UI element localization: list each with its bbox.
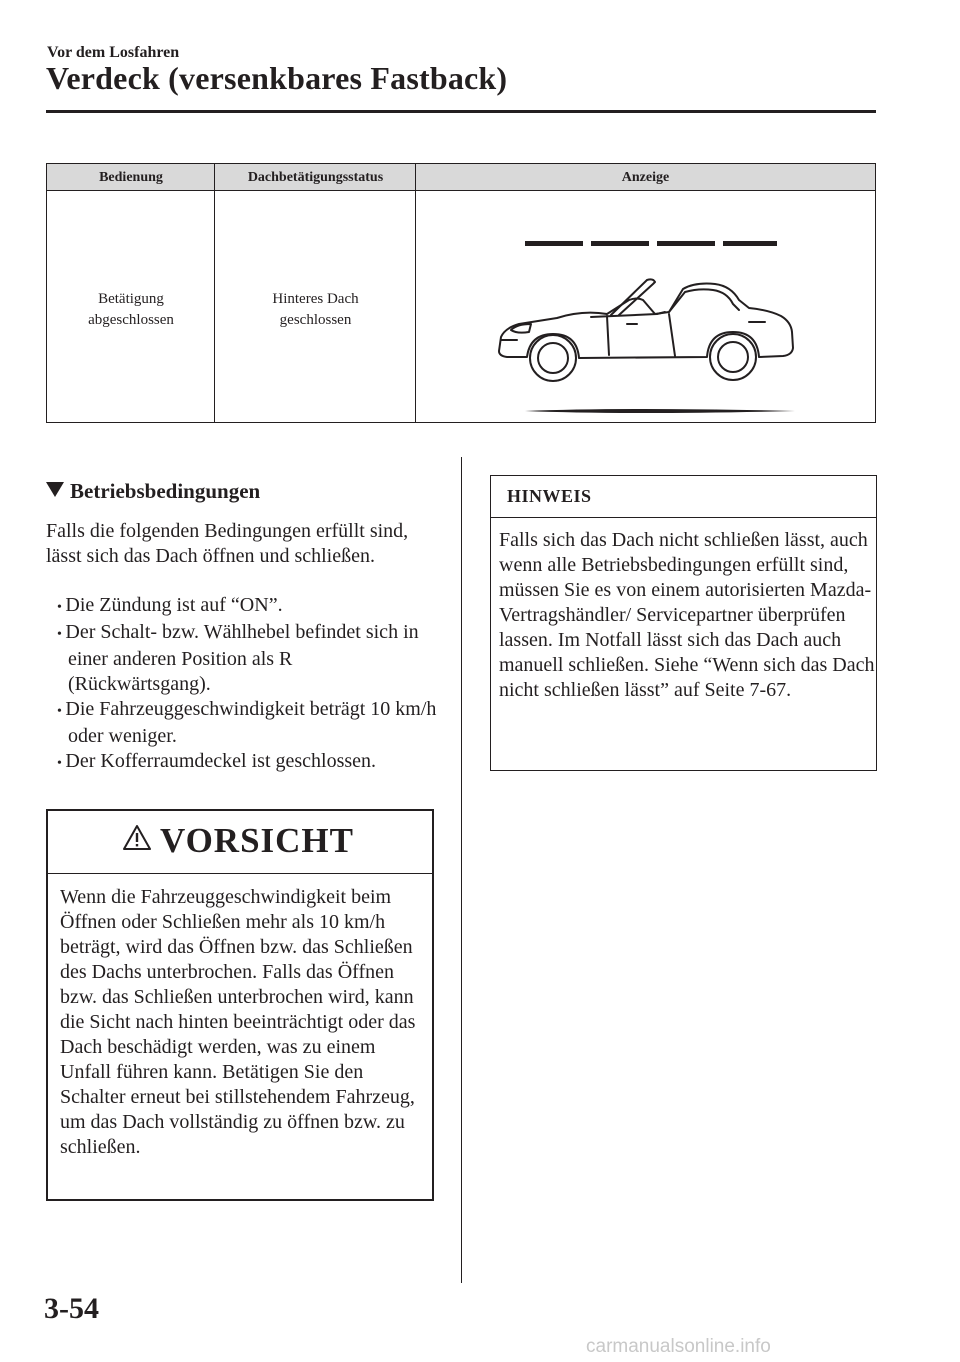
warning-triangle-icon [122,824,152,851]
table-cell-status [215,289,416,331]
note-title: HINWEIS [507,486,592,506]
condition-list [57,593,437,776]
section-label: Vor dem Losfahren [47,44,180,61]
list-item-text: Die Zündung ist auf “ON”. [65,594,283,616]
caution-box [46,809,434,1201]
caution-title: VORSICHT [160,821,355,860]
car-roof-closed-icon [487,224,807,424]
cell-line: geschlossen [279,312,352,328]
status-bars [525,241,777,246]
cell-line: Hinteres Dach [272,291,359,307]
list-item: • Der Schalt- bzw. Wählhebel befindet sich in einer anderen Position als R (Rückwärtsgang). [57,621,419,695]
table-header-bedienung: Bedienung [47,164,215,191]
list-item-text: Der Kofferraumdeckel ist geschlossen. [65,750,377,772]
table-header-anzeige: Anzeige [416,164,875,191]
triangle-bullet-icon [46,482,64,497]
list-item: • Die Fahrzeuggeschwindigkeit beträgt 10 km/h oder weniger. [57,698,437,747]
car-outline [499,279,793,381]
ground-shadow [525,409,795,413]
list-item: • Der Kofferraumdeckel ist geschlossen. [57,750,377,772]
cell-line: Betätigung [98,291,164,307]
page-number: 3-54 [44,1292,99,1325]
table-header-status: Dachbetätigungsstatus [215,164,416,191]
title-rule [46,110,876,113]
intro-paragraph: Falls die folgenden Bedingungen erfüllt sind, lässt sich das Dach öffnen und schließen. [46,520,409,567]
page-title: Verdeck (versenkbares Fastback) [46,60,508,96]
note-text: Falls sich das Dach nicht schließen lässt, auch wenn alle Betriebsbedingungen erfüllt sind, müssen Sie es von einem autorisierten Mazda-Vertragshändler/ Servicepartner überprüfen lassen. Im Notfall lässt sich das Dach auch manuell schließen. Siehe “Wenn sich das Dach nicht schließen lässt” auf Seite 7-67. [499,529,875,701]
column-divider [461,457,462,1283]
cell-line: abgeschlossen [88,312,174,328]
list-item-text: Die Fahrzeuggeschwindigkeit beträgt 10 km/h oder weniger. [65,698,437,747]
note-box [490,475,877,771]
heading-text: Betriebsbedingungen [70,479,261,503]
section-heading [46,479,260,504]
note-header [491,476,876,518]
list-item: • Die Zündung ist auf “ON”. [57,594,283,616]
table-cell-bedienung [47,289,215,331]
caution-text: Wenn die Fahrzeuggeschwindigkeit beim Öffnen oder Schließen mehr als 10 km/h beträgt, wird das Öffnen bzw. das Schließen des Dachs unterbrochen. Falls das Öffnen bzw. das Schließen unterbrochen wird, kann die Sicht nach hinten beeinträchtigt oder das Dach beschädigt werden, was zu einem Unfall führen kann. Betätigen Sie den Schalter erneut bei stillstehendem Fahrzeug, um das Dach vollständig zu öffnen bzw. zu schließen. [60,886,416,1158]
list-item-text: Der Schalt- bzw. Wählhebel befindet sich in einer anderen Position als R (Rückwärtsgang). [65,621,419,695]
watermark: carmanualsonline.info [586,1336,771,1357]
caution-header [48,811,432,874]
status-table [46,163,876,423]
